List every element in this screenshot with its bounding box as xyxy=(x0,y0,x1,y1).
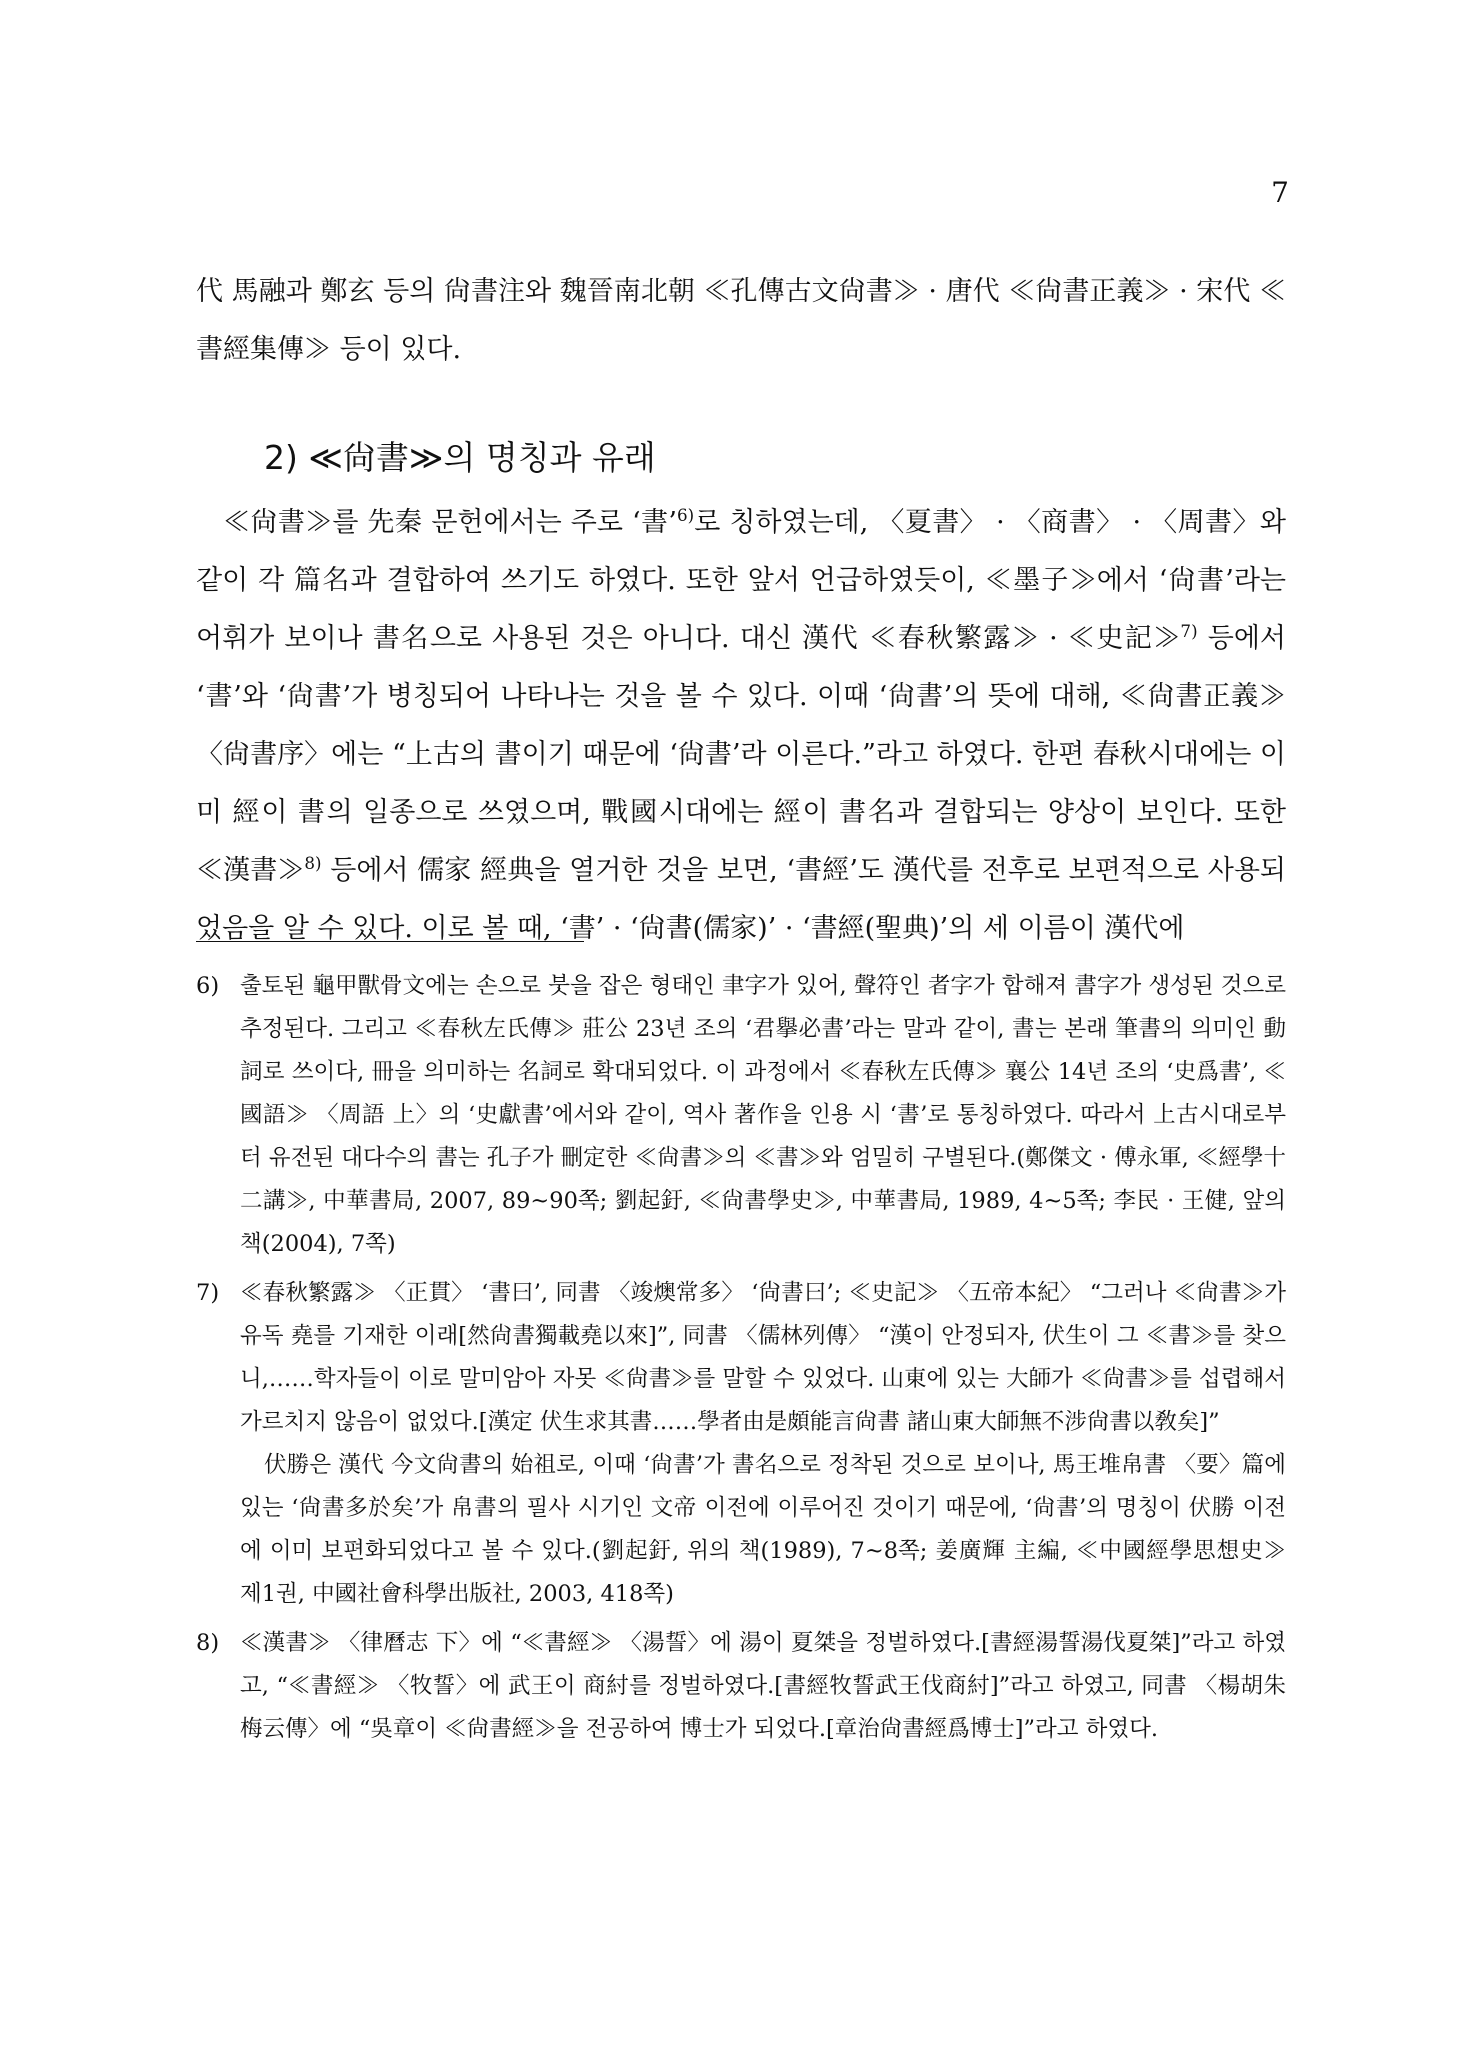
footnote-number: 6) xyxy=(196,973,220,999)
intro-paragraph: 代 馬融과 鄭玄 등의 尙書注와 魏晉南北朝 ≪孔傳古文尙書≫ · 唐代 ≪尙書正義≫ · 宋代 ≪書經集傳≫ 등이 있다. xyxy=(196,276,1286,365)
footnote-text: ≪漢書≫ 〈律曆志 下〉에 “≪書經≫ 〈湯誓〉에 湯이 夏桀을 정벌하였다.[書經湯誓湯伐夏桀]”라고 하였고, “≪書經≫ 〈牧誓〉에 武王이 商紂를 정벌하였다.[書經牧誓武王伐商紂]”라고 하였고, 同書 〈楊胡朱梅云傳〉에 “吳章이 ≪尙書經≫을 전공하여 博士가 되었다.[章治尙書經爲博士]”라고 하였다. xyxy=(240,1630,1286,1742)
section-paragraph xyxy=(196,494,1286,958)
footnote-text: ≪春秋繁露≫ 〈正貫〉 ‘書曰’, 同書 〈竣燠常多〉 ‘尙書曰’; ≪史記≫ 〈五帝本紀〉 “그러나 ≪尙書≫가 유독 堯를 기재한 이래[然尙書獨載堯以來]”, 同書 〈儒林列傳〉 “漢이 안정되자, 伏生이 그 ≪書≫를 찾으니,……학자들이 이로 말미암아 자못 ≪尙書≫를 말할 수 있었다. 山東에 있는 大師가 ≪尙書≫를 섭렵해서 가르치지 않음이 없었다.[漢定 伏生求其書……學者由是頗能言尙書 諸山東大師無不涉尙書以敎矣]” xyxy=(240,1280,1286,1435)
footnote-ref-6[interactable]: 6) xyxy=(677,505,695,525)
footnote-number: 8) xyxy=(196,1630,220,1656)
footnote-number: 7) xyxy=(196,1280,220,1306)
section-paragraph-text-2: 로 칭하였는데, 〈夏書〉 · 〈商書〉 · 〈周書〉와 같이 각 篇名과 결합하여 쓰기도 하였다. 또한 앞서 언급하였듯이, ≪墨子≫에서 ‘尙書’라는 어휘가 보이나 書名으로 사용된 것은 아니다. 대신 漢代 ≪春秋繁露≫ · ≪史記≫ xyxy=(196,507,1286,654)
footnotes xyxy=(196,965,1286,1757)
section-heading: 2) ≪尙書≫의 명칭과 유래 xyxy=(264,438,656,477)
section-paragraph-text-4: 등에서 儒家 經典을 열거한 것을 보면, ‘書經’도 漢代를 전후로 보편적으로 사용되었음을 알 수 있다. 이로 볼 때, ‘書’ · ‘尙書(儒家)’ · ‘書經(聖典)’의 세 이름이 漢代에 xyxy=(196,855,1287,944)
footnote-text-continued: 伏勝은 漢代 今文尙書의 始祖로, 이때 ‘尙書’가 書名으로 정착된 것으로 보이나, 馬王堆帛書 〈要〉篇에 있는 ‘尙書多於矣’가 帛書의 필사 시기인 文帝 이전에 이루어진 것이기 때문에, ‘尙書’의 명칭이 伏勝 이전에 이미 보편화되었다고 볼 수 있다.(劉起釪, 위의 책(1989), 7~8쪽; 姜廣輝 主編, ≪中國經學思想史≫ 제1권, 中國社會科學出版社, 2003, 418쪽) xyxy=(240,1452,1286,1607)
page-number: 7 xyxy=(1271,176,1289,209)
footnote-6 xyxy=(196,965,1286,1266)
footnote-ref-7[interactable]: 7) xyxy=(1180,621,1198,641)
footnote-separator xyxy=(196,941,584,942)
footnote-7 xyxy=(196,1272,1286,1616)
footnote-8 xyxy=(196,1622,1286,1751)
section-paragraph-text-3: 등에서 ‘書’와 ‘尙書’가 병칭되어 나타나는 것을 볼 수 있다. 이때 ‘尙書’의 뜻에 대해, ≪尙書正義≫ 〈尙書序〉에는 “上古의 書이기 때문에 ‘尙書’라 이른다.”라고 하였다. 한편 春秋시대에는 이미 經이 書의 일종으로 쓰였으며, 戰國시대에는 經이 書名과 결합되는 양상이 보인다. 또한 ≪漢書≫ xyxy=(196,623,1286,886)
footnote-ref-8[interactable]: 8) xyxy=(304,853,322,873)
section-paragraph-text-1: ≪尙書≫를 先秦 문헌에서는 주로 ‘書’ xyxy=(223,507,678,538)
footnote-text: 출토된 龜甲獸骨文에는 손으로 붓을 잡은 형태인 聿字가 있어, 聲符인 者字가 합해져 書字가 생성된 것으로 추정된다. 그리고 ≪春秋左氏傳≫ 莊公 23년 조의 ‘君擧必書’라는 말과 같이, 書는 본래 筆書의 의미인 動詞로 쓰이다, 冊을 의미하는 名詞로 확대되었다. 이 과정에서 ≪春秋左氏傳≫ 襄公 14년 조의 ‘史爲書’, ≪國語≫ 〈周語 上〉의 ‘史獻書’에서와 같이, 역사 著作을 인용 시 ‘書’로 통칭하였다. 따라서 上古시대로부터 유전된 대다수의 書는 孔子가 刪定한 ≪尙書≫의 ≪書≫와 엄밀히 구별된다.(鄭傑文 · 傅永軍, ≪經學十二講≫, 中華書局, 2007, 89~90쪽; 劉起釪, ≪尙書學史≫, 中華書局, 1989, 4~5쪽; 李民 · 王健, 앞의 책(2004), 7쪽) xyxy=(240,973,1286,1257)
main-text xyxy=(196,263,1286,958)
